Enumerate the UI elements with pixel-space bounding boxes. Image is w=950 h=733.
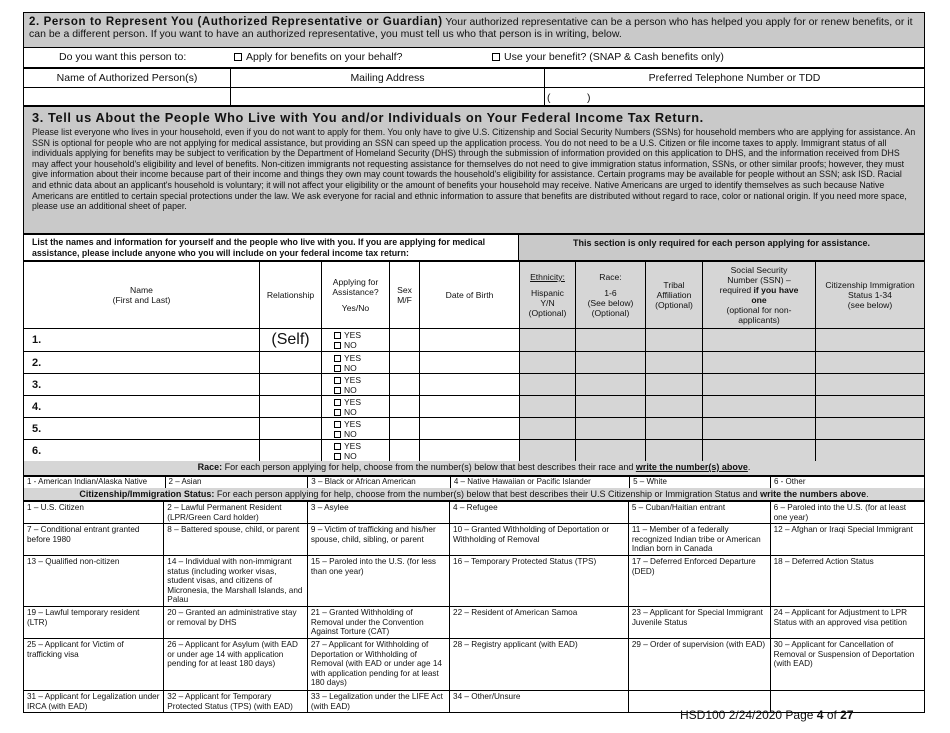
header-tribal-sub2: (Optional) (655, 300, 693, 310)
applying-no-option[interactable] (334, 363, 389, 373)
name-field[interactable] (24, 352, 260, 374)
applying-yes-option[interactable] (334, 330, 389, 340)
applying-yes-checkbox[interactable] (334, 399, 341, 406)
citizenship-code: 18 – Deferred Action Status (770, 555, 924, 606)
use-benefit-checkbox[interactable] (492, 53, 500, 61)
header-sex-label: Sex (397, 285, 412, 295)
applying-yes-option[interactable] (334, 375, 389, 385)
sex-field[interactable] (390, 418, 420, 440)
citizenship-code: 11 – Member of a federally recognized Indian tribe or American Indian born in Canada (628, 524, 770, 556)
citizenship-code: 20 – Granted an administrative stay or removal by DHS (164, 606, 308, 638)
tribal-field[interactable] (646, 440, 703, 462)
citizenship-code: 17 – Deferred Enforced Departure (DED) (628, 555, 770, 606)
header-race-sub1: 1-6 (604, 288, 617, 298)
apply-on-behalf-checkbox[interactable] (234, 53, 242, 61)
representative-table (23, 68, 925, 106)
citizenship-code: 31 – Applicant for Legalization under IRCA (with EAD) (24, 690, 164, 712)
household-row (24, 329, 925, 352)
applying-no-option[interactable] (334, 385, 389, 395)
header-ssn-2: Number (SSN) – (727, 275, 791, 285)
relationship-field[interactable] (260, 329, 322, 352)
race-field[interactable] (576, 418, 646, 440)
citizenship-code: 13 – Qualified non-citizen (24, 555, 164, 606)
section3-header (23, 106, 925, 234)
applying-no-label: NO (344, 340, 357, 350)
citizenship-row (24, 555, 925, 606)
race-bold-end: write the number(s) above (635, 462, 748, 472)
citizenship-row (24, 524, 925, 556)
household-header-row (24, 262, 925, 329)
header-ethnicity-sub3: (Optional) (528, 308, 567, 318)
applying-no-checkbox[interactable] (334, 365, 341, 372)
citizenship-code: 29 – Order of supervision (with EAD) (628, 638, 770, 690)
race-code: 5 – White (630, 477, 771, 489)
header-ssn-5: (optional for non- (726, 305, 792, 315)
household-instruction-text: List the names and information for yourself and the people who live with you. If you are applying for medical assistance, please include anyone who you will include on your federal income tax return: (32, 237, 486, 258)
ssn-field[interactable] (703, 440, 816, 462)
applying-yes-label: YES (344, 374, 362, 385)
citizenship-code: 32 – Applicant for Temporary Protected Status (TPS) (with EAD) (164, 690, 308, 712)
header-dob: Date of Birth (420, 262, 520, 329)
mailing-address-field[interactable] (231, 88, 545, 106)
citizenship-code: 21 – Granted Withholding of Removal under the Convention Against Torture (CAT) (307, 606, 449, 638)
applying-no-label: NO (344, 450, 357, 461)
citizenship-label: Citizenship/Immigration Status: (79, 489, 215, 499)
row-number: 5. (32, 422, 42, 435)
citizenship-field[interactable] (816, 396, 925, 418)
race-field[interactable] (576, 374, 646, 396)
applying-no-label: NO (344, 384, 357, 395)
citizenship-code: 8 – Battered spouse, child, or parent (164, 524, 308, 556)
citizenship-code: 4 – Refugee (450, 502, 629, 524)
dob-field[interactable] (420, 418, 520, 440)
race-field[interactable] (576, 440, 646, 462)
ssn-field[interactable] (703, 329, 816, 352)
header-race-sub3: (Optional) (591, 308, 630, 318)
ethnicity-field[interactable] (520, 374, 576, 396)
relationship-value: (Self) (271, 330, 310, 348)
dob-field[interactable] (420, 374, 520, 396)
household-row (24, 352, 925, 374)
ethnicity-field[interactable] (520, 418, 576, 440)
household-row (24, 396, 925, 418)
ethnicity-field[interactable] (520, 329, 576, 352)
citizenship-field[interactable] (816, 374, 925, 396)
applying-yes-checkbox[interactable] (334, 377, 341, 384)
header-ethnicity-label: Ethnicity: (530, 272, 565, 282)
applying-no-checkbox[interactable] (334, 387, 341, 394)
applying-field (322, 329, 390, 352)
citizenship-field[interactable] (816, 440, 925, 462)
citizenship-code: 5 – Cuban/Haitian entrant (628, 502, 770, 524)
citizenship-field[interactable] (816, 329, 925, 352)
header-ssn-3a: required (719, 285, 754, 295)
section2-intro: Your authorized representative can be a person who has helped you apply for or renew benefits, or it can be a different person. If you want to have an authorized representative, you must tell us who that person is in writing, below. (29, 16, 913, 40)
dob-field[interactable] (420, 440, 520, 462)
applying-yes-label: YES (344, 396, 362, 407)
header-race-sub2: (See below) (587, 298, 634, 308)
tribal-field[interactable] (646, 418, 703, 440)
phone-paren-close: ) (587, 92, 591, 104)
citizenship-code: 34 – Other/Unsure (450, 690, 629, 712)
applying-yes-checkbox[interactable] (334, 421, 341, 428)
ssn-field[interactable] (703, 374, 816, 396)
applying-yes-checkbox[interactable] (334, 443, 341, 450)
footer-page-prefix: Page (782, 708, 817, 722)
row-number: 6. (32, 444, 42, 457)
applying-no-option[interactable] (334, 340, 389, 350)
apply-on-behalf-option[interactable] (234, 51, 402, 63)
citizenship-code: 30 – Applicant for Cancellation of Removal or Suspension of Deportation (with EAD) (770, 638, 924, 690)
household-row (24, 440, 925, 462)
citizenship-row (24, 502, 925, 524)
sex-field[interactable] (390, 329, 420, 352)
footer-date: 2/24/2020 (728, 708, 783, 722)
header-citizenship-sub: (see below) (847, 300, 893, 310)
tribal-field[interactable] (646, 352, 703, 374)
citizenship-code: 6 – Paroled into the U.S. (for at least one year) (770, 502, 924, 524)
required-note (519, 234, 925, 261)
required-note-text: This section is only required for each person applying for assistance. (572, 238, 871, 248)
citizenship-code: 14 – Individual with non-immigrant status (including worker visas, student visas, and citizens of Micronesia, the Marshall Islands, and Palau (164, 555, 308, 606)
citizenship-code: 9 – Victim of trafficking and his/her spouse, child, sibling, or parent (307, 524, 449, 556)
name-field[interactable] (24, 440, 260, 462)
header-race-label: Race: (599, 272, 622, 282)
representative-question: Do you want this person to: (59, 51, 187, 63)
header-name-label: Name (130, 285, 153, 295)
applying-no-checkbox[interactable] (334, 409, 341, 416)
race-code: 3 – Black or African American (308, 477, 451, 489)
citizenship-field[interactable] (816, 352, 925, 374)
header-relationship: Relationship (260, 262, 322, 329)
household-table (23, 261, 925, 462)
header-ethnicity-sub1: Hispanic (531, 288, 564, 298)
citizenship-row (24, 638, 925, 690)
header-ssn (703, 262, 816, 329)
citizenship-code: 12 – Afghan or Iraqi Special Immigrant (770, 524, 924, 556)
applying-no-label: NO (344, 428, 357, 439)
name-field[interactable] (24, 396, 260, 418)
citizenship-code: 19 – Lawful temporary resident (LTR) (24, 606, 164, 638)
citizenship-code: 27 – Applicant for Withholding of Deportation or Withholding of Removal (with EAD or under age 14 with application pending for at least 180 days) (307, 638, 449, 690)
applying-field (322, 352, 390, 374)
section2-header (23, 12, 925, 48)
citizenship-code: 22 – Resident of American Samoa (450, 606, 629, 638)
applying-yes-option[interactable] (334, 353, 389, 363)
applying-yes-option[interactable] (334, 419, 389, 429)
applying-field (322, 374, 390, 396)
citizenship-codes-table (23, 501, 925, 713)
citizenship-bold-end: write the numbers above (760, 489, 867, 499)
race-period: . (747, 462, 751, 472)
row-number: 1. (32, 334, 42, 346)
col-authorized-name: Name of Authorized Person(s) (24, 69, 231, 88)
citizenship-code: 16 – Temporary Protected Status (TPS) (450, 555, 629, 606)
citizenship-code: 10 – Granted Withholding of Deportation or Withholding of Removal (450, 524, 629, 556)
authorized-name-field[interactable] (24, 88, 231, 106)
relationship-field[interactable] (260, 440, 322, 462)
race-instruction (23, 461, 925, 476)
name-field[interactable] (24, 418, 260, 440)
applying-no-option[interactable] (334, 451, 389, 461)
household-instruction (23, 234, 519, 261)
sex-field[interactable] (390, 374, 420, 396)
citizenship-period: . (866, 489, 869, 499)
header-tribal (646, 262, 703, 329)
applying-no-option[interactable] (334, 429, 389, 439)
race-label: Race: (197, 462, 223, 472)
use-benefit-option[interactable] (492, 51, 724, 63)
header-ssn-4: one (751, 295, 767, 305)
relationship-field[interactable] (260, 418, 322, 440)
header-tribal-label: Tribal (663, 280, 685, 290)
citizenship-row (24, 606, 925, 638)
row-number: 3. (32, 378, 42, 391)
footer-page-num: 4 (816, 708, 824, 722)
race-code: 6 - Other (770, 477, 924, 489)
applying-field (322, 396, 390, 418)
tribal-field[interactable] (646, 329, 703, 352)
applying-yes-label: YES (344, 330, 362, 340)
header-ssn-6: applicants) (738, 315, 780, 325)
name-field[interactable] (24, 329, 260, 352)
header-applying-label: Applying for Assistance? (332, 277, 379, 297)
applying-yes-checkbox[interactable] (334, 332, 341, 339)
row-number: 4. (32, 400, 42, 413)
applying-yes-label: YES (344, 440, 362, 451)
header-citizenship (816, 262, 925, 329)
dob-field[interactable] (420, 329, 520, 352)
applying-field (322, 418, 390, 440)
sex-field[interactable] (390, 352, 420, 374)
page-footer (680, 708, 854, 722)
citizenship-code: 23 – Applicant for Special Immigrant Juvenile Status (628, 606, 770, 638)
row-number: 2. (32, 356, 42, 369)
applying-no-checkbox[interactable] (334, 431, 341, 438)
applying-yes-option[interactable] (334, 397, 389, 407)
citizenship-field[interactable] (816, 418, 925, 440)
col-phone: Preferred Telephone Number or TDD (545, 69, 925, 88)
race-code: 4 – Native Hawaiian or Pacific Islander (450, 477, 629, 489)
applying-no-checkbox[interactable] (334, 453, 341, 460)
section3-body: Please list everyone who lives in your household, even if you do not want to apply for them. You only have to give U.S. Citizenship and Social Security Numbers (SSNs) for household members who are applying for assistance. An SSN is optional for people who are not applying for medical assistance, but providing an SSN can speed up the application process. You do not need to be a U.S. Citizen or file income taxes to apply. Immigrant status of all individuals applying for benefits may be subject to verification by the Department of Homeland Security (DHS) through the submission of information provided on this application to DHS, and the information received from DHS may affect your household's eligibility and level of benefits. Non-citizen immigrants not requesting assistance for themselves do not need to give immigration status information, SSNs, or other similar proofs; however, they must give information about their income because part of their income and things they own may count towards the household's eligibility for assistance. Certain programs may be available for people without an SSN; ask ISD. Racial and ethnic data about an applicant's household is voluntary; it will not affect your eligibility or the amount of benefits your household may receive. Native Americans are urged to identify themselves as such because Native Americans are entitled to certain special protections under the law. We ask everyone for racial and ethnic information to assure that benefits are distributed without regard to race, color or national origin. If you need more space, please use an additional sheet of paper. (32, 127, 916, 212)
section3-title: 3. Tell us About the People Who Live with You and/or Individuals on Your Federal Income Tax Return. (32, 110, 704, 125)
header-ethnicity (520, 262, 576, 329)
applying-field (322, 440, 390, 462)
applying-yes-label: YES (344, 418, 362, 429)
apply-on-behalf-label: Apply for benefits on your behalf? (246, 51, 403, 63)
race-code: 1 - American Indian/Alaska Native (24, 477, 166, 489)
citizenship-code: 1 – U.S. Citizen (24, 502, 164, 524)
race-code: 2 – Asian (165, 477, 308, 489)
citizenship-text: For each person applying for help, choose from the number(s) below that best describes their U.S Citizenship or Immigration Status and (214, 489, 761, 499)
header-race (576, 262, 646, 329)
ethnicity-field[interactable] (520, 440, 576, 462)
section2-title: 2. Person to Represent You (Authorized Representative or Guardian) (29, 16, 443, 28)
applying-yes-checkbox[interactable] (334, 355, 341, 362)
citizenship-code: 2 – Lawful Permanent Resident (LPR/Green Card holder) (164, 502, 308, 524)
phone-field[interactable] (545, 88, 925, 106)
ssn-field[interactable] (703, 418, 816, 440)
sex-field[interactable] (390, 396, 420, 418)
race-field[interactable] (576, 396, 646, 418)
name-field[interactable] (24, 374, 260, 396)
ssn-field[interactable] (703, 396, 816, 418)
household-row (24, 374, 925, 396)
footer-page-of: of (823, 708, 841, 722)
header-citizenship-label: Citizenship Immigration Status 1-34 (825, 280, 915, 300)
race-text: For each person applying for help, choose from the number(s) below that best describes their race and (222, 462, 636, 472)
footer-page-total: 27 (840, 708, 854, 722)
tribal-field[interactable] (646, 374, 703, 396)
applying-no-checkbox[interactable] (334, 342, 341, 349)
applying-no-option[interactable] (334, 407, 389, 417)
phone-paren-open: ( (547, 92, 551, 104)
header-sex (390, 262, 420, 329)
race-field[interactable] (576, 352, 646, 374)
header-name (24, 262, 260, 329)
race-field[interactable] (576, 329, 646, 352)
applying-yes-option[interactable] (334, 441, 389, 451)
citizenship-code: 15 – Paroled into the U.S. (for less than one year) (307, 555, 449, 606)
relationship-field[interactable] (260, 352, 322, 374)
col-mailing-address: Mailing Address (231, 69, 545, 88)
footer-form: HSD100 (680, 708, 729, 722)
header-name-sub: (First and Last) (112, 295, 171, 305)
sex-field[interactable] (390, 440, 420, 462)
citizenship-code: 28 – Registry applicant (with EAD) (450, 638, 629, 690)
tribal-field[interactable] (646, 396, 703, 418)
use-benefit-label: Use your benefit? (SNAP & Cash benefits only) (504, 51, 724, 63)
ethnicity-field[interactable] (520, 396, 576, 418)
header-tribal-sub1: Affiliation (656, 290, 692, 300)
citizenship-code: 24 – Applicant for Adjustment to LPR Status with an approved visa petition (770, 606, 924, 638)
applying-no-label: NO (344, 362, 357, 373)
relationship-field[interactable] (260, 374, 322, 396)
header-sex-sub: M/F (397, 295, 412, 305)
citizenship-code: 7 – Conditional entrant granted before 1980 (24, 524, 164, 556)
representative-question-row (23, 48, 925, 68)
citizenship-code: 25 – Applicant for Victim of trafficking visa (24, 638, 164, 690)
dob-field[interactable] (420, 396, 520, 418)
ssn-field[interactable] (703, 352, 816, 374)
header-applying-sub: Yes/No (341, 303, 370, 313)
citizenship-instruction (23, 488, 925, 501)
header-ssn-3b: if you have (753, 285, 799, 295)
citizenship-code: 33 – Legalization under the LIFE Act (with EAD) (307, 690, 449, 712)
header-ssn-1: Social Security (730, 265, 788, 275)
citizenship-code: 26 – Applicant for Asylum (with EAD or under age 14 with application pending for at least 180 days) (164, 638, 308, 690)
relationship-field[interactable] (260, 396, 322, 418)
household-row (24, 418, 925, 440)
ethnicity-field[interactable] (520, 352, 576, 374)
header-applying (322, 262, 390, 329)
citizenship-code: 3 – Asylee (307, 502, 449, 524)
applying-yes-label: YES (344, 352, 362, 363)
dob-field[interactable] (420, 352, 520, 374)
header-ethnicity-sub2: Y/N (540, 298, 555, 308)
applying-no-label: NO (344, 406, 357, 417)
